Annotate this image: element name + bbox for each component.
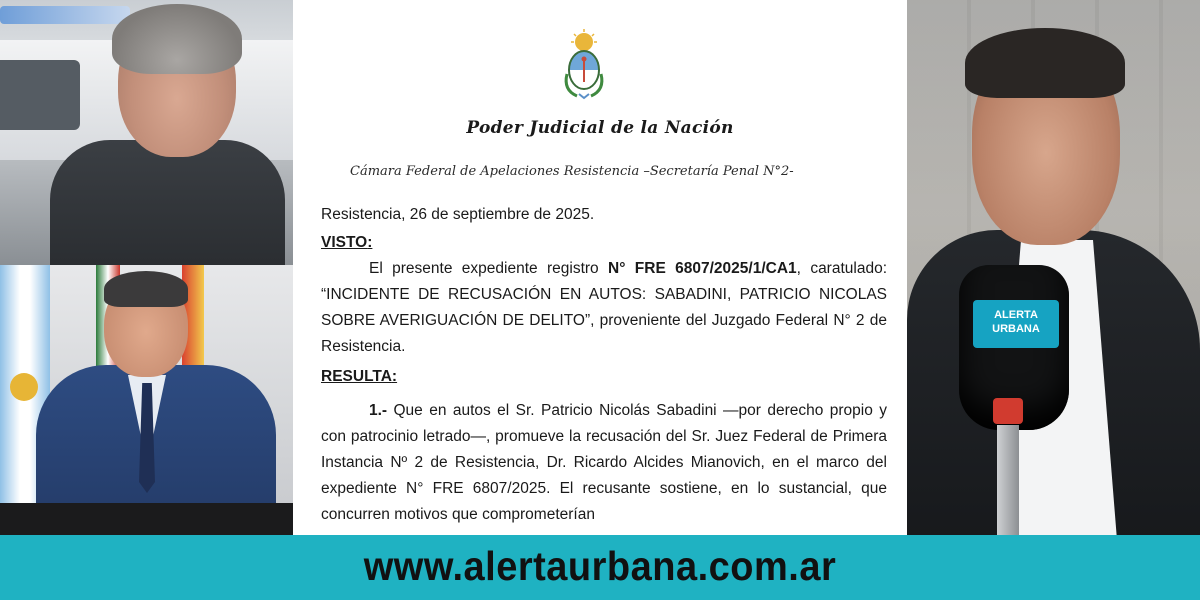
document-chamber-heading: Cámara Federal de Apelaciones Resistencia –Secretaría Penal N°2- (350, 164, 794, 179)
document-date-line: Resistencia, 26 de septiembre de 2025. (321, 206, 595, 223)
website-banner (0, 535, 1200, 600)
case-number: N° FRE 6807/2025/1/CA1 (608, 260, 797, 277)
resulta-paragraph (321, 398, 887, 528)
resulta-item-number: 1.- (369, 402, 388, 419)
visto-heading-label: VISTO (321, 234, 368, 251)
resulta-heading-label: RESULTA (321, 368, 392, 385)
photo-man-speaking-microphone (907, 0, 1200, 535)
police-light-bar (0, 6, 130, 24)
dark-hair (104, 271, 188, 307)
flag-sun-icon (10, 373, 38, 401)
visto-paragraph-rest: , caratulado: “INCIDENTE DE RECUSACIÓN EN AUTOS: SABADINI, PATRICIO NICOLAS SOBRE AVERIGUACIÓN DE DELITO”, proveniente del Juzgado Federal N° 2 de Resistencia. (321, 260, 888, 355)
visto-heading (321, 230, 887, 256)
resulta-heading-colon: : (391, 368, 398, 385)
car-window (0, 60, 80, 130)
microphone-handle (997, 425, 1019, 535)
slicked-hair (965, 28, 1125, 98)
photo-man-in-suit-office (0, 265, 293, 535)
mic-logo-line1: ALERTA (994, 309, 1038, 321)
photo-man-tactical-vest (0, 0, 293, 265)
microphone-red-ring (993, 398, 1023, 424)
resulta-heading (321, 364, 887, 390)
desk (0, 503, 293, 535)
visto-paragraph-start: El presente expediente registro (369, 260, 609, 277)
resulta-paragraph-text: Que en autos el Sr. Patricio Nicolás Sabadini —por derecho propio y con patrocinio letrado—, promueve la recusación del Sr. Juez Federal de Primera Instancia Nº 2 de Resistencia, Dr. Ricardo Alcides Mianovich, en el marco del expediente N° FRE 6807/2025. El recusante sostiene, en lo sustancial, que concurren motivos que comprometerían (321, 402, 887, 523)
microphone-logo (973, 300, 1059, 348)
visto-heading-colon: : (367, 234, 373, 251)
website-url[interactable]: www.alertaurbana.com.ar (363, 544, 837, 590)
document-org-heading: Poder Judicial de la Nación (466, 118, 734, 138)
visto-paragraph (321, 256, 887, 360)
gray-hair (112, 4, 242, 74)
court-document (293, 0, 907, 535)
mic-logo-line2: URBANA (992, 323, 1040, 335)
tactical-vest (50, 140, 285, 265)
national-coat-of-arms-icon (561, 28, 607, 100)
